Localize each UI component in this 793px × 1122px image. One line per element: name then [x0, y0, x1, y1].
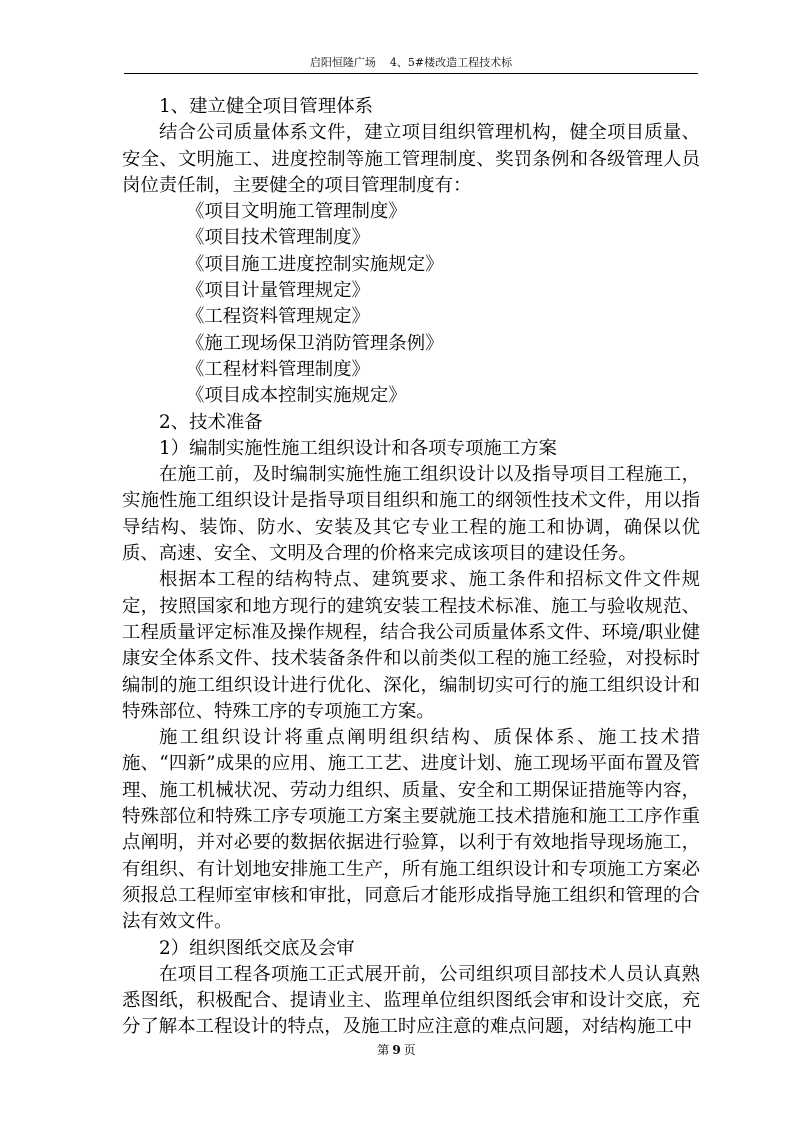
header-rule: [124, 73, 698, 74]
footer-suffix: 页: [403, 1043, 416, 1057]
paragraph-design-purpose: 在施工前，及时编制实施性施工组织设计以及指导项目工程施工，实施性施工组织设计是指导项目组织和施工的纲领性技术文件，用以指导结构、装饰、防水、安装及其它专业工程的施工和协调，确保以优质、高速、安全、文明及合理的价格来完成该项目的建设任务。: [122, 464, 700, 565]
subheading-construction-design: 1）编制实施性施工组织设计和各项专项施工方案: [159, 437, 557, 459]
page-number: 9: [392, 1043, 401, 1057]
footer-prefix: 第: [377, 1043, 390, 1057]
regulation-item: 《项目计量管理规定》: [186, 280, 370, 302]
regulation-item: 《项目施工进度控制实施规定》: [186, 253, 444, 275]
regulation-item: 《项目技术管理制度》: [186, 227, 370, 249]
regulation-item: 《项目成本控制实施规定》: [186, 385, 407, 407]
heading-management-system: 1、建立健全项目管理体系: [159, 96, 373, 117]
paragraph-drawing-review: 在项目工程各项施工正式展开前，公司组织项目部技术人员认真熟悉图纸，积极配合、提请业主、监理单位组织图纸会审和设计交底，充分了解本工程设计的特点，及施工时应注意的难点问题，对结构施工中: [122, 963, 700, 1038]
header-section: 4、5#楼改造工程技术标: [389, 56, 513, 69]
subheading-drawing-review: 2）组织图纸交底及会审: [159, 937, 355, 959]
page-body: [122, 94, 700, 1041]
page-header: [124, 55, 698, 70]
page-footer: [0, 1042, 793, 1058]
regulation-item: 《工程资料管理规定》: [186, 306, 370, 328]
header-project: 启阳恒隆广场: [309, 56, 376, 69]
paragraph-management-intro: 结合公司质量体系文件，建立项目组织管理机构，健全项目质量、安全、文明施工、进度控制等施工管理制度、奖罚条例和各级管理人员岗位责任制，主要健全的项目管理制度有：: [122, 122, 700, 196]
heading-technical-preparation: 2、技术准备: [159, 411, 263, 433]
paragraph-design-content: 施工组织设计将重点阐明组织结构、质保体系、施工技术措施、“四新”成果的应用、施工工艺、进度计划、施工现场平面布置及管理、施工机械状况、劳动力组织、质量、安全和工期保证措施等内容，特殊部位和特殊工序专项施工方案主要就施工技术措施和施工工序作重点阐明，并对必要的数据依据进行验算，以利于有效地指导现场施工，有组织、有计划地安排施工生产，所有施工组织设计和专项施工方案必须报总工程师室审核和审批，同意后才能形成指导施工组织和管理的合法有效文件。: [122, 727, 700, 933]
regulation-item: 《工程材料管理制度》: [186, 358, 370, 380]
regulation-item: 《施工现场保卫消防管理条例》: [186, 332, 444, 354]
paragraph-design-basis: 根据本工程的结构特点、建筑要求、施工条件和招标文件文件规定，按照国家和地方现行的建筑安装工程技术标准、施工与验收规范、工程质量评定标准及操作规程，结合我公司质量体系文件、环境/职业健康安全体系文件、技术装备条件和以前类似工程的施工经验，对投标时编制的施工组织设计进行优化、深化，编制切实可行的施工组织设计和特殊部位、特殊工序的专项施工方案。: [122, 569, 700, 722]
regulation-item: 《项目文明施工管理制度》: [186, 201, 407, 223]
